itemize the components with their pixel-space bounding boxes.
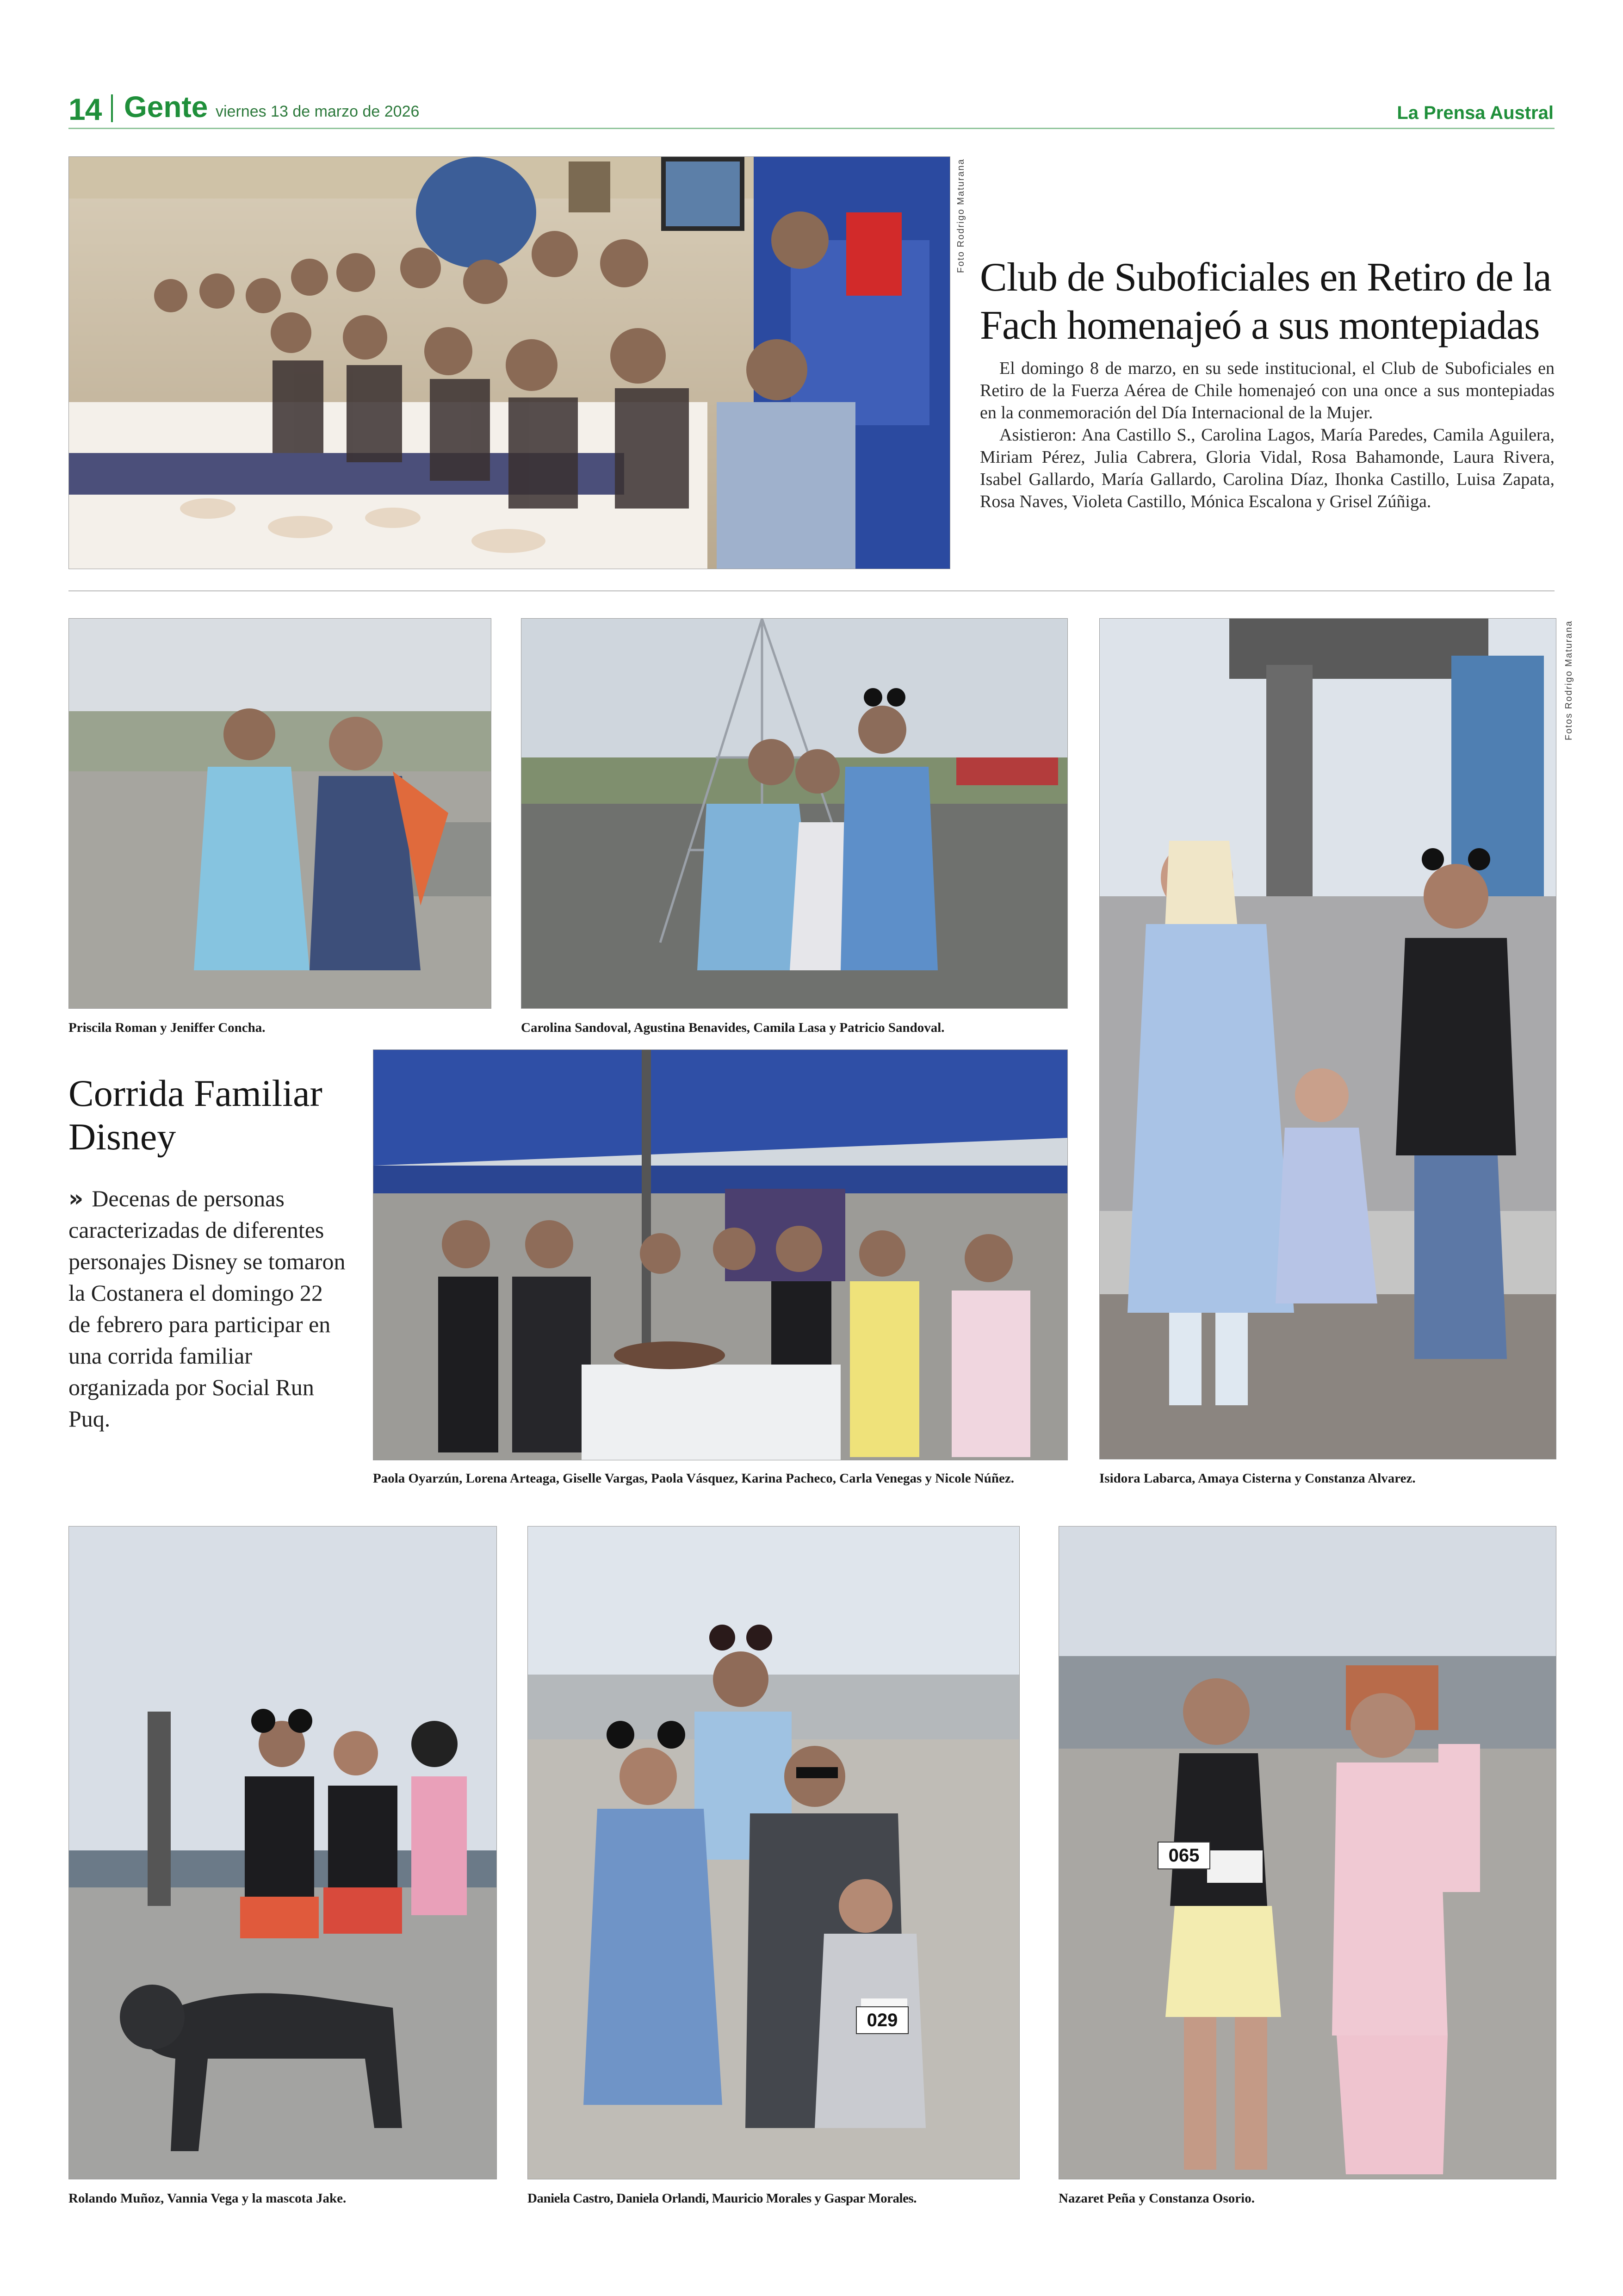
caption: Carolina Sandoval, Agustina Benavides, Camila Lasa y Patricio Sandoval.: [521, 1020, 945, 1035]
photo-tent-group: [373, 1049, 1068, 1460]
section-divider: [68, 590, 1555, 591]
photo-castro-orlandi-morales: [527, 1526, 1020, 2179]
photo-nazaret-constanza: [1059, 1526, 1556, 2179]
photo-credit: Fotos Rodrigo Maturana: [1564, 620, 1574, 740]
race-bib: 029: [856, 2006, 909, 2034]
photo-sandoval-family: [521, 618, 1068, 1009]
race-bib: 065: [1158, 1842, 1210, 1869]
caption: Nazaret Peña y Constanza Osorio.: [1059, 2191, 1255, 2206]
photo-priscila-jeniffer: [68, 618, 491, 1009]
caption: Rolando Muñoz, Vannia Vega y la mascota Jake.: [68, 2191, 347, 2206]
caption: Paola Oyarzún, Lorena Arteaga, Giselle Vargas, Paola Vásquez, Karina Pacheco, Carla Venegas y Nicole Núñez.: [373, 1471, 1015, 1486]
photo-credit: Foto Rodrigo Maturana: [956, 158, 966, 273]
photo-isidora-amaya-constanza: [1099, 618, 1556, 1459]
caption: Isidora Labarca, Amaya Cisterna y Constanza Alvarez.: [1099, 1471, 1416, 1486]
masthead-divider: [111, 94, 113, 122]
photo-rolando-vannia-jake: [68, 1526, 497, 2179]
article-headline: Corrida Familiar Disney: [68, 1072, 322, 1158]
article-body: [980, 357, 1555, 513]
article-attendees: Asistieron: Ana Castillo S., Carolina Lagos, María Paredes, Camila Aguilera, Miriam Pérez, Julia Cabrera, Gloria Vidal, Rosa Bahamonde, Laura Rivera, Isabel Gallardo, María Gallardo, Carolina Díaz, Ihonka Castillo, Luisa Zapata, Rosa Naves, Violeta Castillo, Mónica Escalona y Grisel Zúñiga.: [980, 425, 1555, 511]
lead-text: Decenas de personas caracterizadas de diferentes personajes Disney se tomaron la Costanera el domingo 22 de febrero para participar en una corrida familiar organizada por Social Run Puq.: [68, 1185, 346, 1432]
header-rule: [68, 128, 1555, 129]
chevron-right-icon: »: [68, 1185, 84, 1212]
page-number: 14: [68, 92, 102, 126]
section-title: Gente: [124, 90, 208, 124]
issue-date: viernes 13 de marzo de 2026: [216, 103, 420, 120]
article-headline: Club de Suboficiales en Retiro de la Fach homenajeó a sus montepiadas: [980, 255, 1551, 348]
article-paragraph: El domingo 8 de marzo, en su sede institucional, el Club de Suboficiales en Retiro de la Fuerza Aérea de Chile homenajeó con una once a sus montepiadas en la conmemoración del Día Internacional de la Mujer.: [980, 359, 1555, 422]
article-lead: [68, 1183, 346, 1434]
photo-fach-luncheon: [68, 156, 950, 569]
caption: Priscila Roman y Jeniffer Concha.: [68, 1020, 266, 1035]
caption: Daniela Castro, Daniela Orlandi, Mauricio Morales y Gaspar Morales.: [527, 2191, 917, 2206]
publication-name: La Prensa Austral: [1397, 103, 1554, 123]
